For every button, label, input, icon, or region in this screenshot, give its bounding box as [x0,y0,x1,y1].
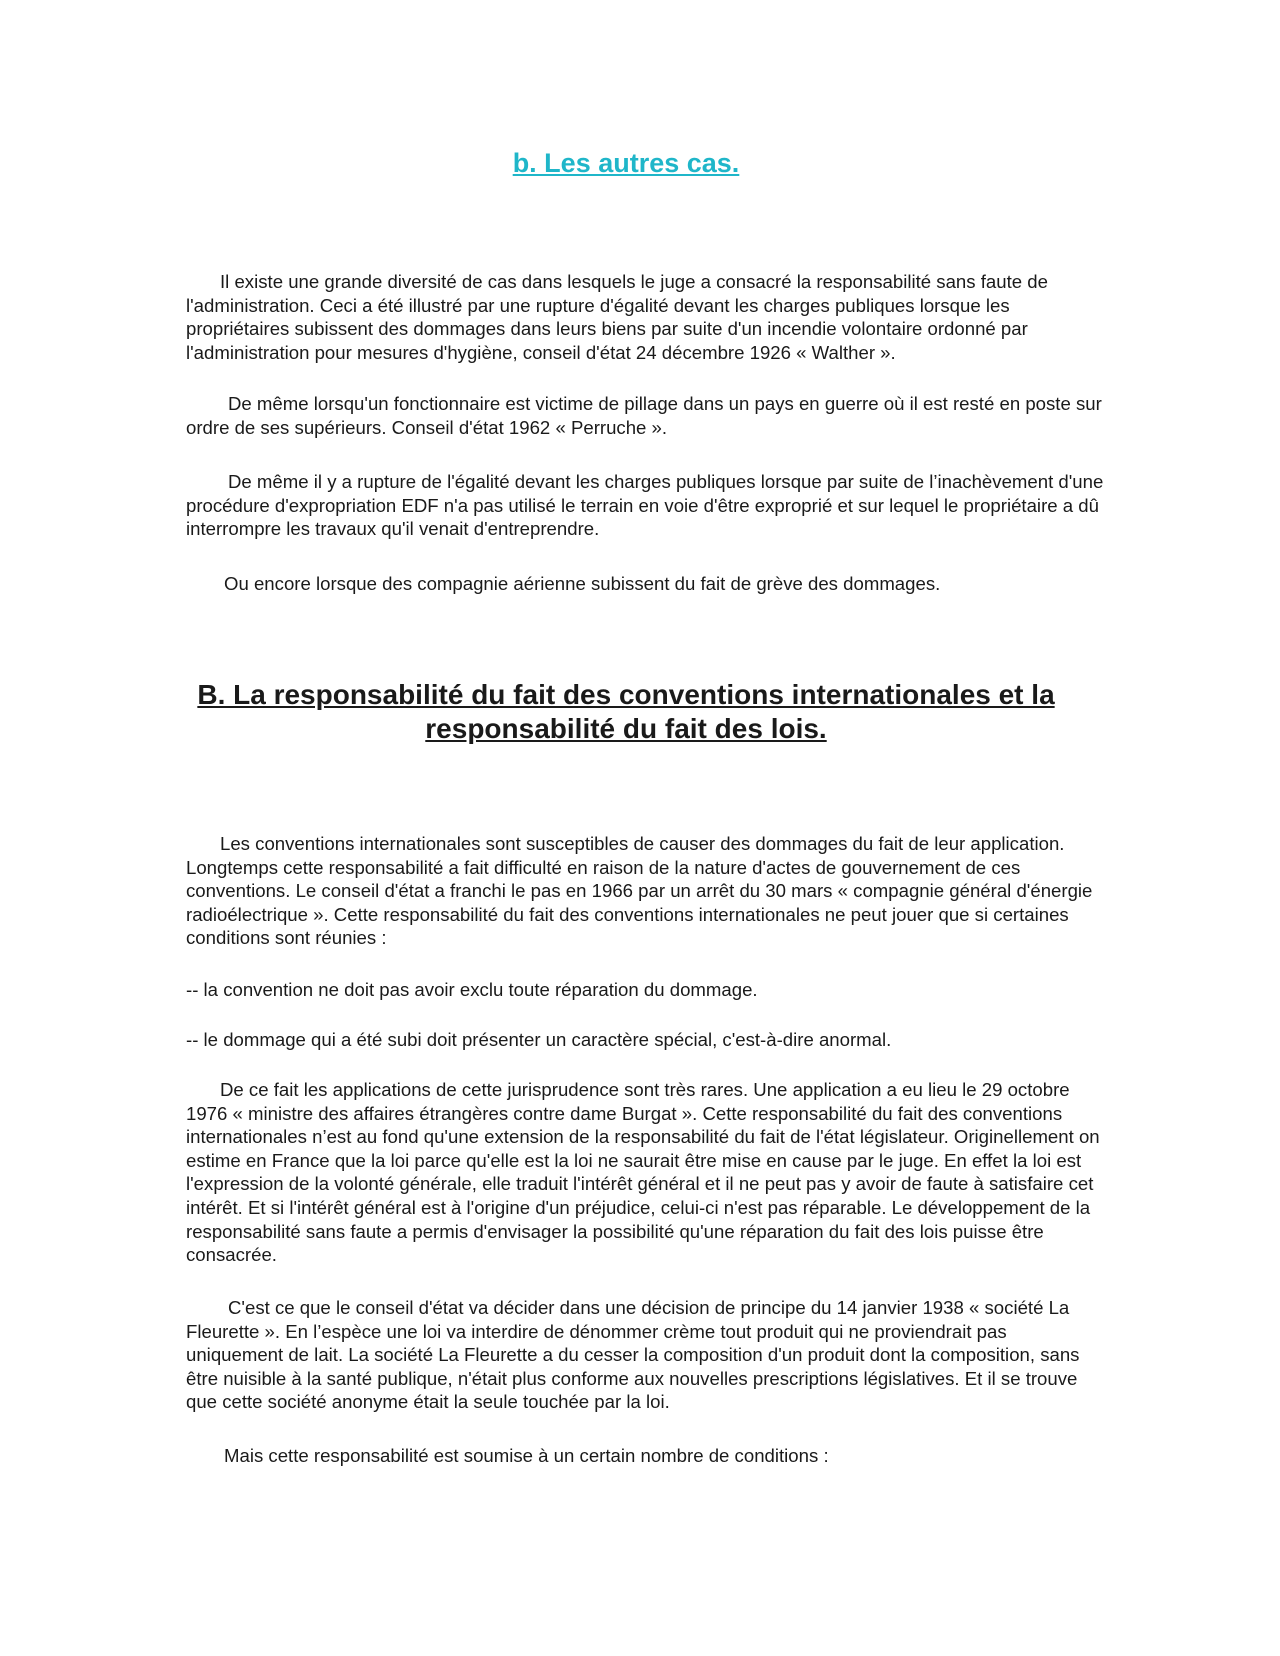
section-heading-conventions-lois: B. La responsabilité du fait des conventions internationales et la responsabilité du fait des lois. [197,679,1055,744]
list-item-condition-2: -- le dommage qui a été subi doit présenter un caractère spécial, c'est-à-dire anormal. [186,1029,892,1050]
paragraph-conditions: Mais cette responsabilité est soumise à un certain nombre de conditions : [224,1445,829,1466]
paragraph-fonctionnaire-pillage: De même lorsqu'un fonctionnaire est victime de pillage dans un pays en guerre où il est resté en poste sur ordre de ses supérieurs. Conseil d'état 1962 « Perruche ». [186,393,1102,438]
paragraph-compagnie-aerienne: Ou encore lorsque des compagnie aérienne subissent du fait de grève des dommages. [224,573,941,594]
paragraph-applications-jurisprudence: De ce fait les applications de cette jurisprudence sont très rares. Une application a eu lieu le 29 octobre 1976 « ministre des affaires étrangères contre dame Burgat ». Cette responsabilité du fait des conventions internationales n’est au fond qu'une extension de la responsabilité du fait de l'état législateur. Originellement on estime en France que la loi parce qu'elle est la loi ne saurait être mise en cause par le juge. En effet la loi est l'expression de la volonté générale, elle traduit l'intérêt général et il ne peut pas y avoir de faute à satisfaire cet intérêt. Et si l'intérêt général est à l'origine d'un préjudice, celui-ci n'est pas réparable. Le développement de la responsabilité sans faute a permis d'envisager la possibilité qu'une réparation du fait des lois puisse être consacrée. [186,1079,1100,1266]
paragraph-conventions-internationales: Les conventions internationales sont susceptibles de causer des dommages du fait de leur application. Longtemps cette responsabilité a fait difficulté en raison de la nature d'actes de gouvernement de ces conventions. Le conseil d'état a franchi le pas en 1966 par un arrêt du 30 mars « compagnie général d'énergie radioélectrique ». Cette responsabilité du fait des conventions internationales ne peut jouer que si certaines conditions sont réunies : [186,833,1093,949]
paragraph-diversite-cas: Il existe une grande diversité de cas dans lesquels le juge a consacré la responsabilité sans faute de l'administration. Ceci a été illustré par une rupture d'égalité devant les charges publiques lorsque les propriétaires subissent des dommages dans leurs biens par suite d'un incendie volontaire ordonné par l'administration pour mesures d'hygiène, conseil d'état 24 décembre 1926 « Walther ». [186,271,1048,363]
list-item-condition-1: -- la convention ne doit pas avoir exclu toute réparation du dommage. [186,979,758,1000]
section-heading-autres-cas: b. Les autres cas. [512,148,740,178]
paragraph-la-fleurette: C'est ce que le conseil d'état va décider dans une décision de principe du 14 janvier 1938 « société La Fleurette ». En l’espèce une loi va interdire de dénommer crème tout produit qui ne proviendrait pas uniquement de lait. La société La Fleurette a du cesser la composition d'un produit dont la composition, sans être nuisible à la santé publique, n'était plus conforme aux nouvelles prescriptions législatives. Et il se trouve que cette société anonyme était la seule touchée par la loi. [186,1297,1080,1413]
paragraph-expropriation-edf: De même il y a rupture de l'égalité devant les charges publiques lorsque par suite de l’inachèvement d'une procédure d'expropriation EDF n'a pas utilisé le terrain en voie d'être exproprié et sur lequel le propriétaire a dû interrompre les travaux qu'il venait d'entreprendre. [186,471,1104,540]
